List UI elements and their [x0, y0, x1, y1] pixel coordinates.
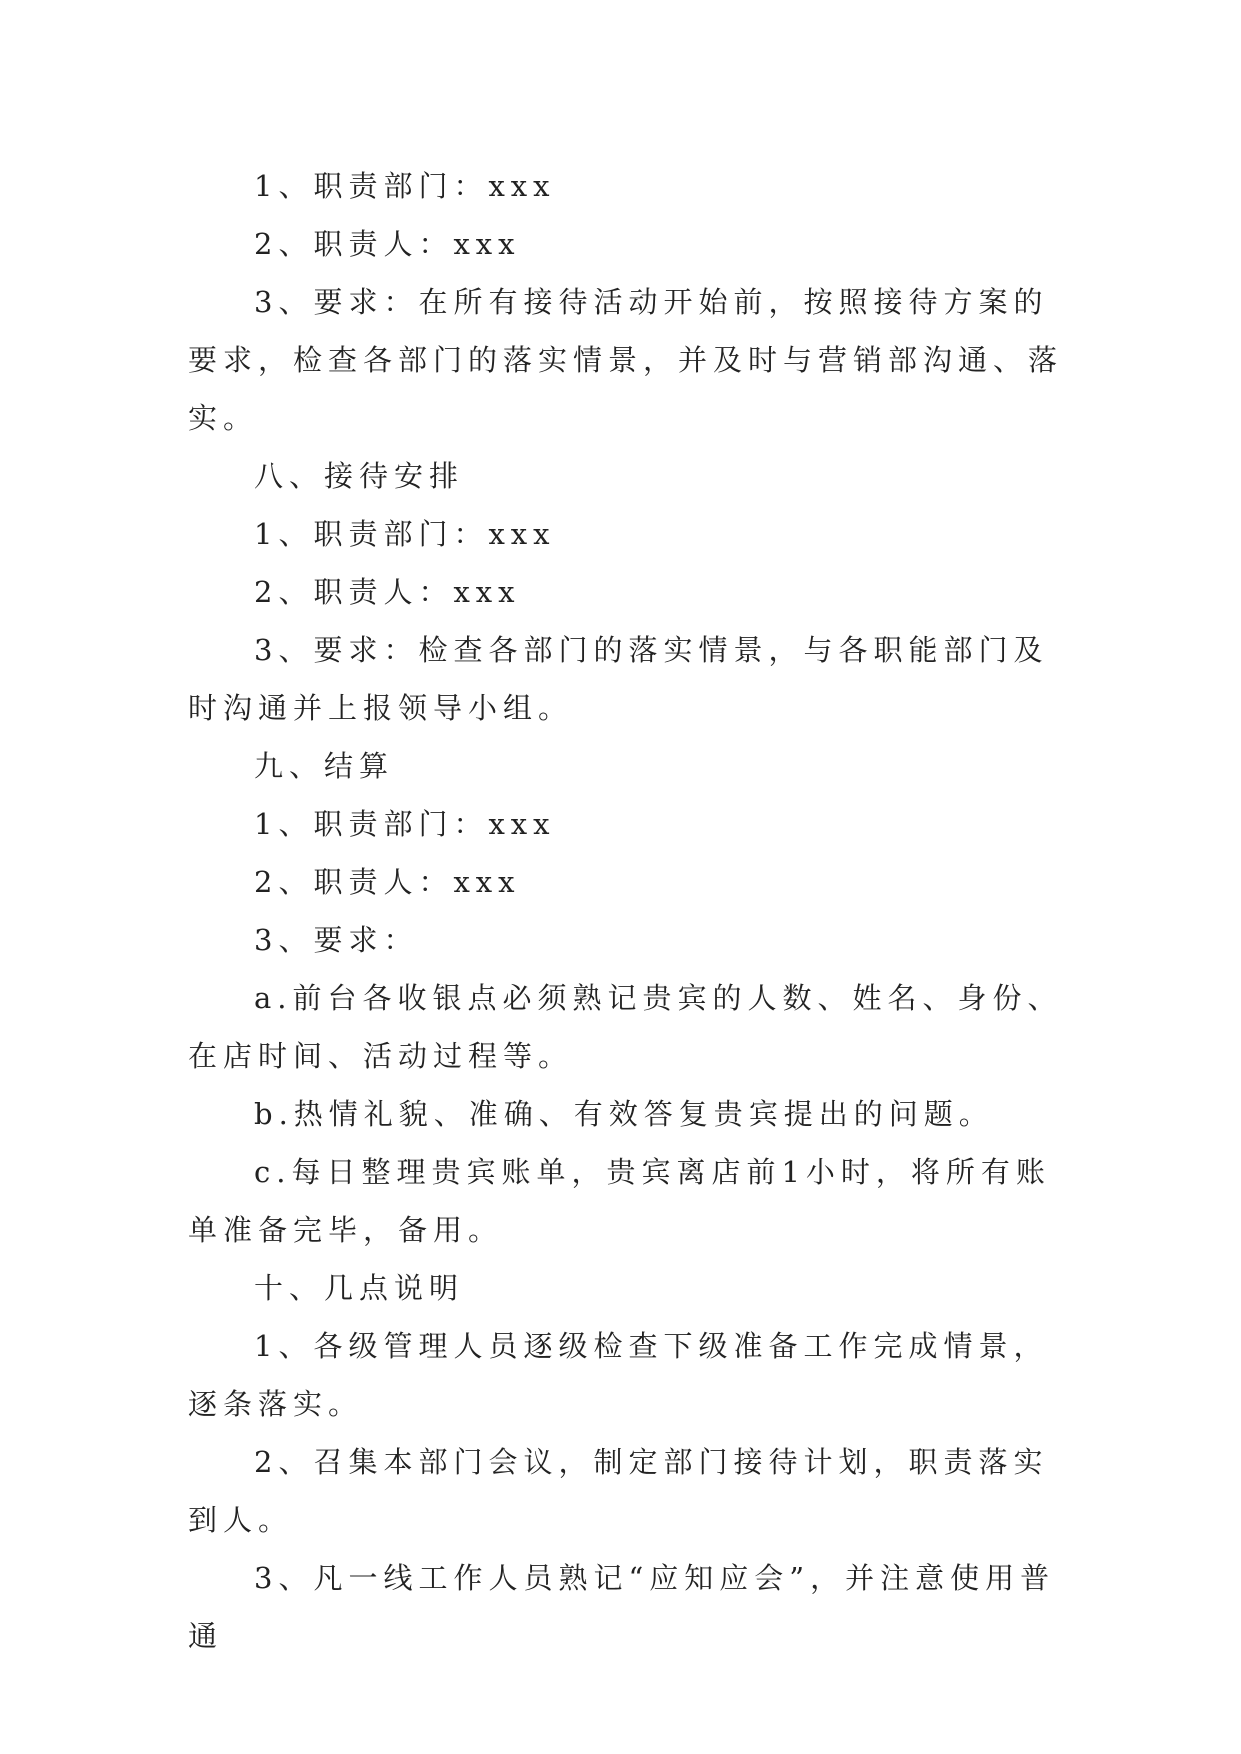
- paragraph-note-2: 2、召集本部门会议，制定部门接待计划，职责落实到人。: [188, 1445, 1049, 1537]
- paragraph-responsible-person-1: 2、职责人：xxx: [254, 227, 521, 261]
- paragraph-responsible-person-3: 2、职责人：xxx: [254, 865, 521, 899]
- document-body: [188, 157, 1068, 1665]
- paragraph-responsible-department-3: 1、职责部门：xxx: [254, 807, 556, 841]
- section-heading-notes: 十、几点说明: [254, 1271, 465, 1305]
- paragraph-note-3: 3、凡一线工作人员熟记“应知应会”，并注意使用普通: [188, 1561, 1056, 1653]
- paragraph-requirements-3: 3、要求：: [254, 923, 419, 957]
- paragraph-responsible-department-2: 1、职责部门：xxx: [254, 517, 556, 551]
- paragraph-responsible-department-1: 1、职责部门：xxx: [254, 169, 556, 203]
- paragraph-note-1: 1、各级管理人员逐级检查下级准备工作完成情景，逐条落实。: [188, 1329, 1049, 1421]
- paragraph-responsible-person-2: 2、职责人：xxx: [254, 575, 521, 609]
- paragraph-requirements-2: 3、要求：检查各部门的落实情景，与各职能部门及时沟通并上报领导小组。: [188, 633, 1049, 725]
- section-heading-reception-arrangement: 八、接待安排: [254, 459, 465, 493]
- paragraph-requirement-a: a.前台各收银点必须熟记贵宾的人数、姓名、身份、在店时间、活动过程等。: [188, 981, 1063, 1073]
- paragraph-requirement-b: b.热情礼貌、准确、有效答复贵宾提出的问题。: [254, 1097, 994, 1131]
- section-heading-settlement: 九、结算: [254, 749, 395, 783]
- paragraph-requirements-1: 3、要求：在所有接待活动开始前，按照接待方案的要求，检查各部门的落实情景，并及时与营销部沟通、落实。: [188, 285, 1064, 435]
- paragraph-requirement-c: c.每日整理贵宾账单，贵宾离店前1小时，将所有账单准备完毕，备用。: [188, 1155, 1051, 1247]
